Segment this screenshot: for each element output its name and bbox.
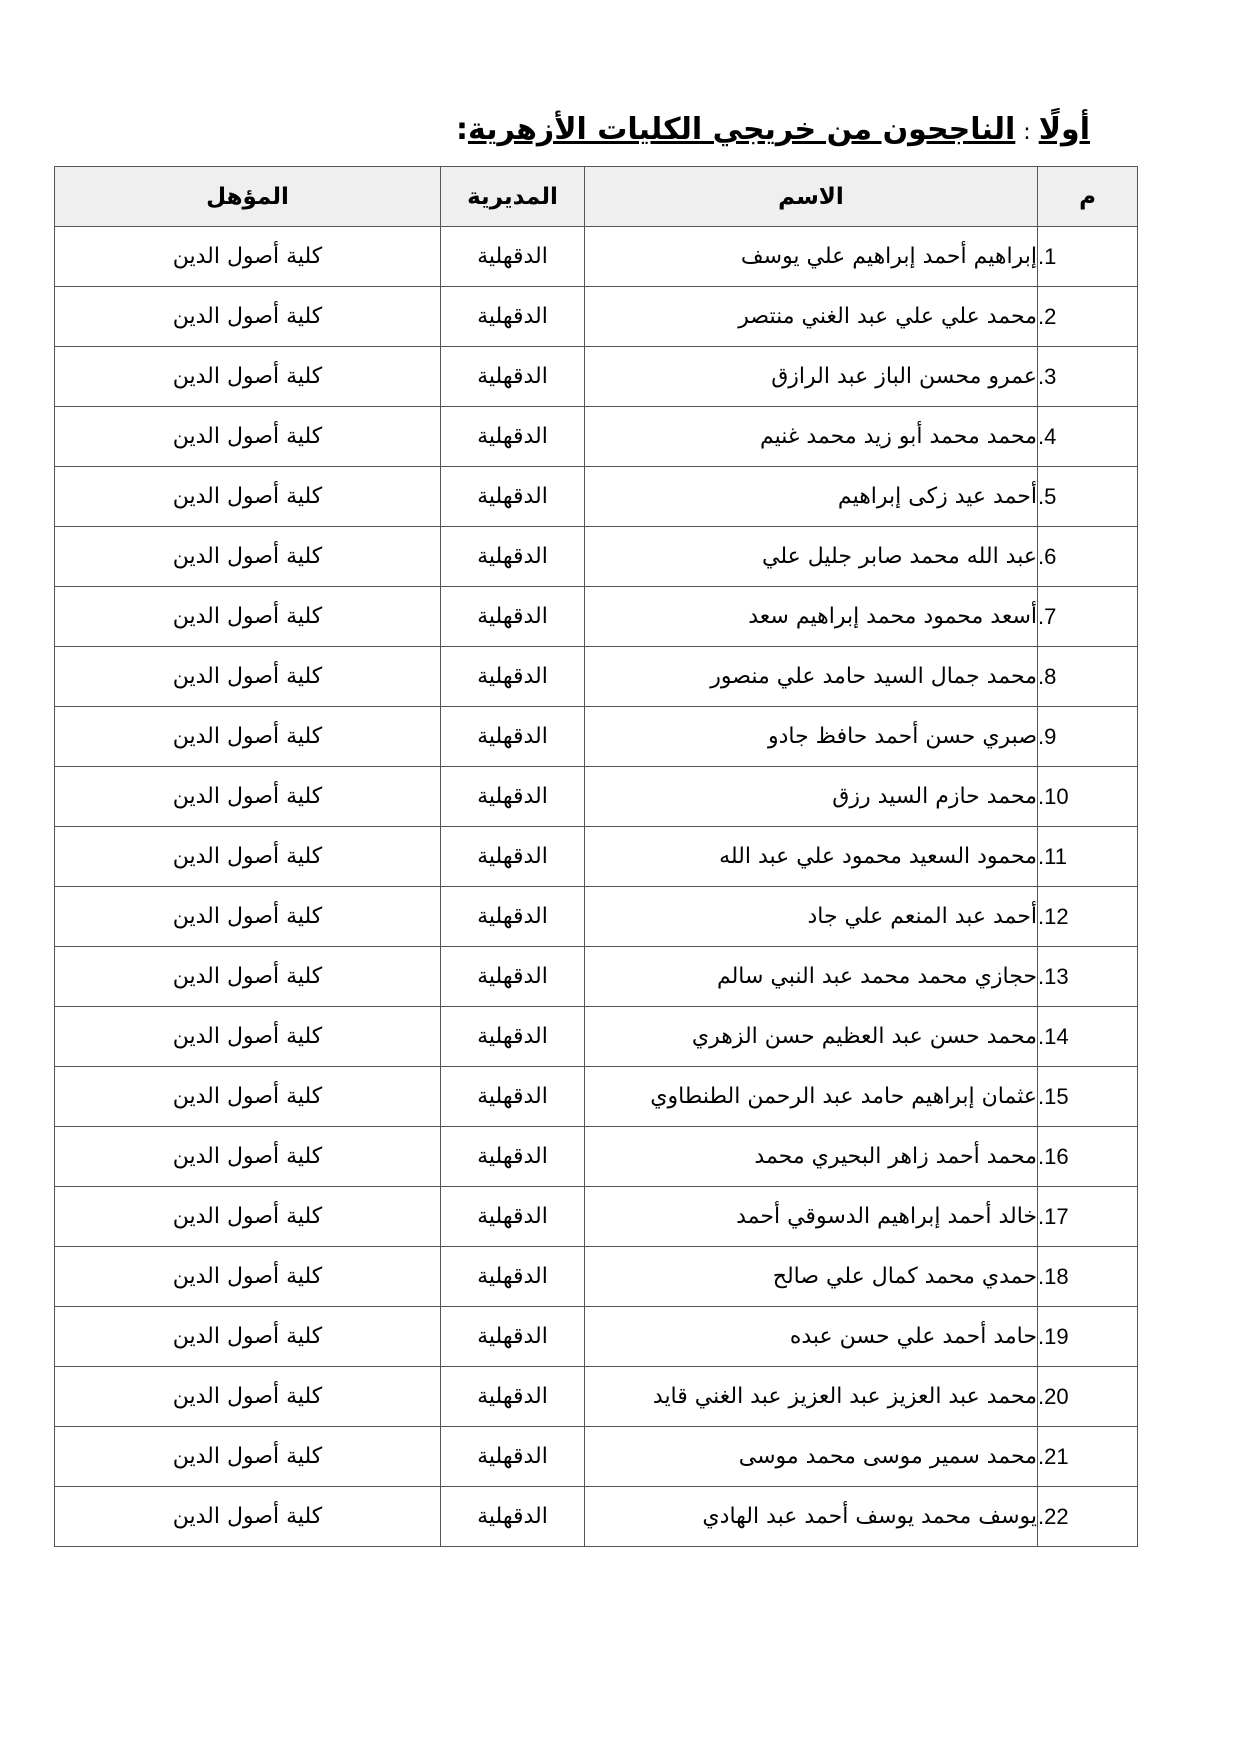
table-row [55, 527, 1138, 587]
table-row [55, 707, 1138, 767]
row-number: 13. [1038, 947, 1138, 1007]
table-row [55, 1487, 1138, 1547]
row-name: عبد الله محمد صابر جليل علي [585, 527, 1038, 587]
row-number: 5. [1038, 467, 1138, 527]
header-num: م [1038, 167, 1138, 227]
header-directorate: المديرية [441, 167, 585, 227]
row-name: إبراهيم أحمد إبراهيم علي يوسف [585, 227, 1038, 287]
table-row [55, 947, 1138, 1007]
row-qualification: كلية أصول الدين [55, 827, 441, 887]
row-name: أسعد محمود محمد إبراهيم سعد [585, 587, 1038, 647]
heading-end-colon: : [456, 112, 468, 147]
table-row [55, 1247, 1138, 1307]
section-heading [456, 112, 1090, 147]
table-row [55, 1307, 1138, 1367]
row-directorate: الدقهلية [441, 1307, 585, 1367]
table-row [55, 227, 1138, 287]
row-number: 20. [1038, 1367, 1138, 1427]
row-number: 22. [1038, 1487, 1138, 1547]
row-qualification: كلية أصول الدين [55, 587, 441, 647]
row-qualification: كلية أصول الدين [55, 467, 441, 527]
table-body [55, 227, 1138, 1547]
row-qualification: كلية أصول الدين [55, 1067, 441, 1127]
row-name: محمد حازم السيد رزق [585, 767, 1038, 827]
row-directorate: الدقهلية [441, 827, 585, 887]
row-directorate: الدقهلية [441, 767, 585, 827]
row-qualification: كلية أصول الدين [55, 287, 441, 347]
row-directorate: الدقهلية [441, 527, 585, 587]
row-number: 12. [1038, 887, 1138, 947]
row-number: 6. [1038, 527, 1138, 587]
row-directorate: الدقهلية [441, 707, 585, 767]
row-number: 3. [1038, 347, 1138, 407]
row-directorate: الدقهلية [441, 1127, 585, 1187]
row-name: يوسف محمد يوسف أحمد عبد الهادي [585, 1487, 1038, 1547]
row-qualification: كلية أصول الدين [55, 1007, 441, 1067]
row-name: حامد أحمد علي حسن عبده [585, 1307, 1038, 1367]
table-row [55, 767, 1138, 827]
row-qualification: كلية أصول الدين [55, 347, 441, 407]
row-number: 10. [1038, 767, 1138, 827]
row-qualification: كلية أصول الدين [55, 1367, 441, 1427]
row-number: 8. [1038, 647, 1138, 707]
row-qualification: كلية أصول الدين [55, 1187, 441, 1247]
row-name: محمد علي علي عبد الغني منتصر [585, 287, 1038, 347]
table-header-row [55, 167, 1138, 227]
row-directorate: الدقهلية [441, 587, 585, 647]
row-directorate: الدقهلية [441, 887, 585, 947]
row-directorate: الدقهلية [441, 467, 585, 527]
row-number: 17. [1038, 1187, 1138, 1247]
header-name: الاسم [585, 167, 1038, 227]
table-row [55, 1067, 1138, 1127]
row-qualification: كلية أصول الدين [55, 887, 441, 947]
row-qualification: كلية أصول الدين [55, 947, 441, 1007]
row-number: 9. [1038, 707, 1138, 767]
row-number: 15. [1038, 1067, 1138, 1127]
row-directorate: الدقهلية [441, 1427, 585, 1487]
table-row [55, 1127, 1138, 1187]
row-directorate: الدقهلية [441, 647, 585, 707]
row-name: خالد أحمد إبراهيم الدسوقي أحمد [585, 1187, 1038, 1247]
row-name: محمود السعيد محمود علي عبد الله [585, 827, 1038, 887]
row-number: 21. [1038, 1427, 1138, 1487]
row-qualification: كلية أصول الدين [55, 407, 441, 467]
row-name: عمرو محسن الباز عبد الرازق [585, 347, 1038, 407]
table-row [55, 407, 1138, 467]
row-qualification: كلية أصول الدين [55, 647, 441, 707]
row-directorate: الدقهلية [441, 947, 585, 1007]
table-row [55, 287, 1138, 347]
row-name: محمد جمال السيد حامد علي منصور [585, 647, 1038, 707]
row-name: محمد سمير موسى محمد موسى [585, 1427, 1038, 1487]
header-qualification: المؤهل [55, 167, 441, 227]
heading-colon: : [1023, 120, 1031, 145]
row-qualification: كلية أصول الدين [55, 767, 441, 827]
row-name: عثمان إبراهيم حامد عبد الرحمن الطنطاوي [585, 1067, 1038, 1127]
row-name: محمد عبد العزيز عبد العزيز عبد الغني قايد [585, 1367, 1038, 1427]
row-qualification: كلية أصول الدين [55, 1307, 441, 1367]
row-qualification: كلية أصول الدين [55, 527, 441, 587]
row-directorate: الدقهلية [441, 1247, 585, 1307]
heading-title: الناجحون من خريجي الكليات الأزهرية [468, 112, 1016, 147]
row-name: محمد حسن عبد العظيم حسن الزهري [585, 1007, 1038, 1067]
row-name: حمدي محمد كمال علي صالح [585, 1247, 1038, 1307]
row-number: 14. [1038, 1007, 1138, 1067]
row-directorate: الدقهلية [441, 347, 585, 407]
row-name: صبري حسن أحمد حافظ جادو [585, 707, 1038, 767]
table-row [55, 1007, 1138, 1067]
row-name: محمد محمد أبو زيد محمد غنيم [585, 407, 1038, 467]
row-number: 7. [1038, 587, 1138, 647]
row-directorate: الدقهلية [441, 227, 585, 287]
table-row [55, 887, 1138, 947]
row-qualification: كلية أصول الدين [55, 1247, 441, 1307]
row-number: 11. [1038, 827, 1138, 887]
row-qualification: كلية أصول الدين [55, 227, 441, 287]
row-name: محمد أحمد زاهر البحيري محمد [585, 1127, 1038, 1187]
row-name: أحمد عبد المنعم علي جاد [585, 887, 1038, 947]
row-number: 19. [1038, 1307, 1138, 1367]
table-row [55, 827, 1138, 887]
row-name: أحمد عيد زكى إبراهيم [585, 467, 1038, 527]
row-directorate: الدقهلية [441, 1487, 585, 1547]
table-row [55, 1187, 1138, 1247]
table-row [55, 467, 1138, 527]
row-qualification: كلية أصول الدين [55, 1427, 441, 1487]
row-number: 16. [1038, 1127, 1138, 1187]
row-number: 1. [1038, 227, 1138, 287]
row-number: 18. [1038, 1247, 1138, 1307]
row-qualification: كلية أصول الدين [55, 1487, 441, 1547]
row-directorate: الدقهلية [441, 1007, 585, 1067]
table-row [55, 347, 1138, 407]
row-qualification: كلية أصول الدين [55, 707, 441, 767]
table-row [55, 587, 1138, 647]
table-row [55, 647, 1138, 707]
row-qualification: كلية أصول الدين [55, 1127, 441, 1187]
row-directorate: الدقهلية [441, 407, 585, 467]
table-row [55, 1367, 1138, 1427]
row-name: حجازي محمد محمد عبد النبي سالم [585, 947, 1038, 1007]
row-directorate: الدقهلية [441, 287, 585, 347]
heading-ordinal: أولًا [1038, 112, 1090, 147]
row-directorate: الدقهلية [441, 1067, 585, 1127]
row-directorate: الدقهلية [441, 1367, 585, 1427]
row-directorate: الدقهلية [441, 1187, 585, 1247]
table-row [55, 1427, 1138, 1487]
row-number: 2. [1038, 287, 1138, 347]
row-number: 4. [1038, 407, 1138, 467]
results-table [54, 166, 1138, 1547]
